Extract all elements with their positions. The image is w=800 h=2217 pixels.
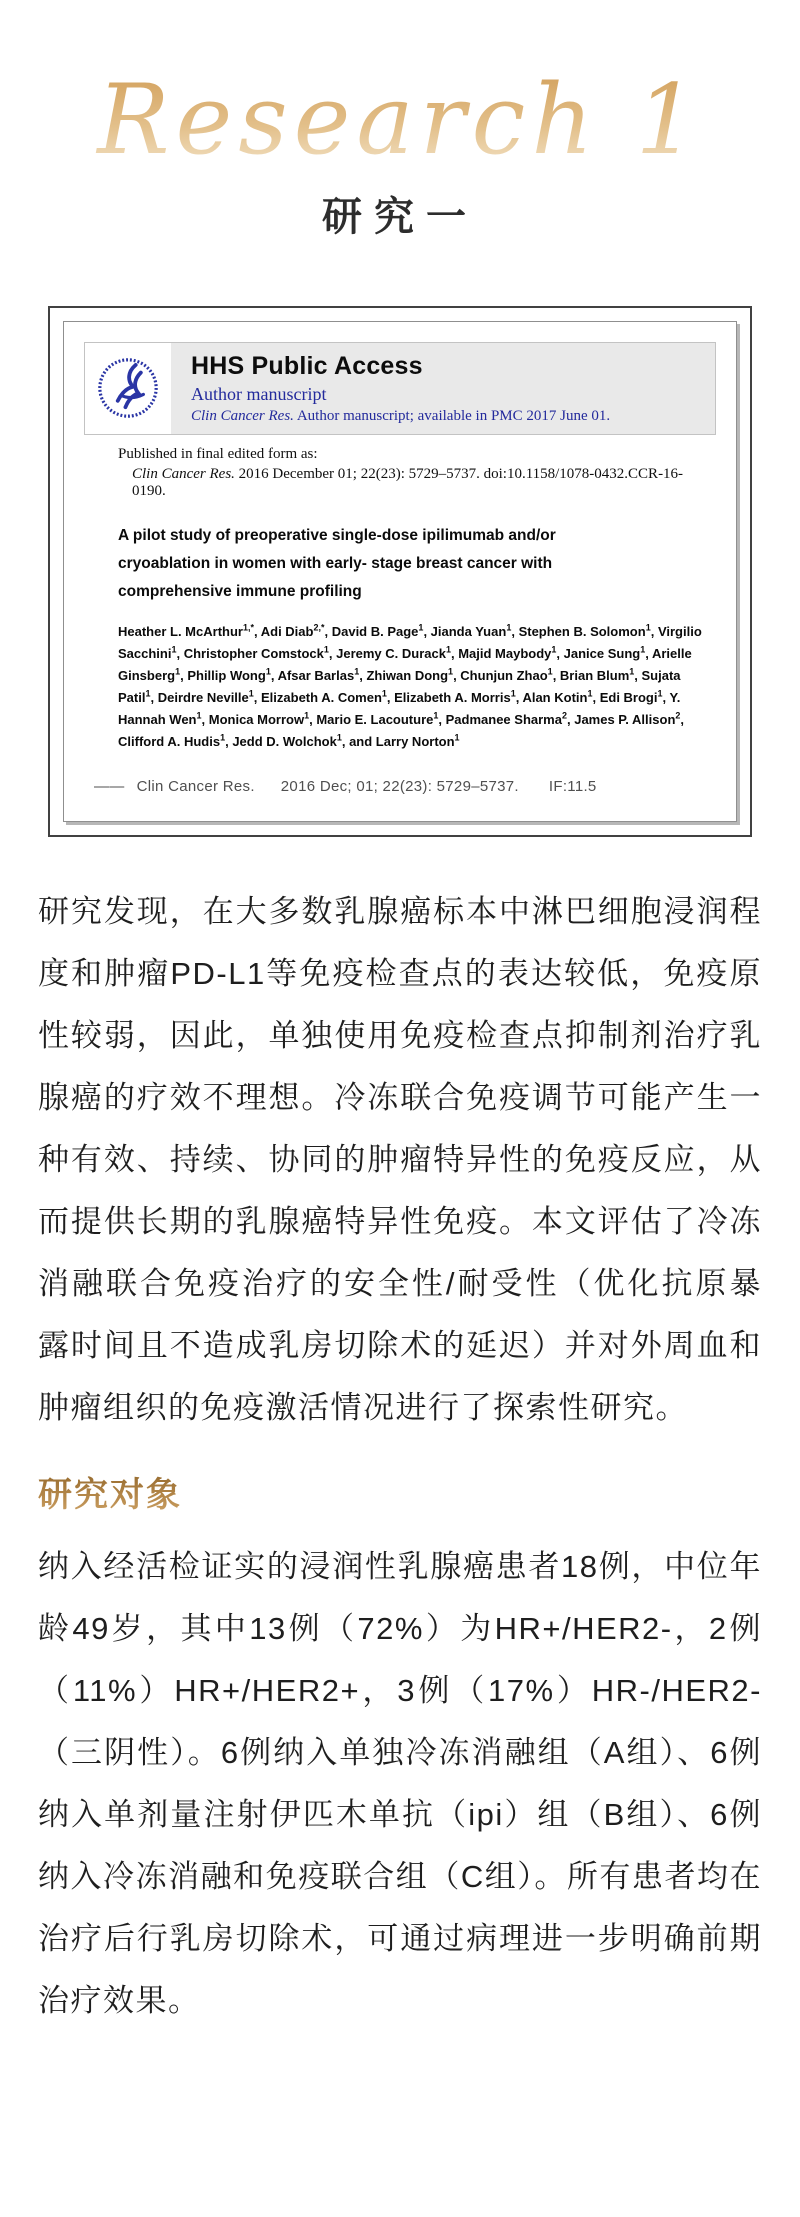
pmc-availability-line (191, 408, 610, 425)
chinese-study-title: 研究一 (322, 192, 478, 240)
footer-impact-factor: IF:11.5 (548, 778, 597, 796)
citation-footer (94, 778, 716, 795)
pmc-header-band (84, 342, 716, 435)
summary-paragraph: 研究发现，在大多数乳腺癌标本中淋巴细胞浸润程度和肿瘤PD-L1等免疫检查点的表达较低，免疫原性较弱，因此，单独使用免疫检查点抑制剂治疗乳腺癌的疗效不理想。冷冻联合免疫调节可能产生一种有效、持续、协同的肿瘤特异性的免疫反应，从而提供长期的乳腺癌特异性免疫。本文评估了冷冻消融联合免疫治疗的安全性/耐受性（优化抗原暴露时间且不造成乳房切除术的延迟）并对外周血和肿瘤组织的免疫激活情况进行了探索性研究。 (38, 894, 762, 1426)
footer-dash: —— (94, 778, 125, 796)
section-heading-subjects: 研究对象 (38, 1467, 762, 1516)
paper-title: A pilot study of preoperative single-dose ipilimumab and/or cryoablation in women with early- stage breast cancer with comprehensive immune profiling (118, 526, 556, 600)
article-body (0, 881, 800, 2032)
availability-rest: Author manuscript; available in PMC 2017 June 01. (293, 407, 611, 424)
citation-rest: 2016 December 01; 22(23): 5729–5737. doi:10.1158/1078-0432.CCR-16-0190. (132, 465, 684, 499)
pmc-header-text (171, 343, 610, 434)
hhs-logo-box (85, 343, 171, 434)
hhs-public-access-title: HHS Public Access (191, 351, 423, 380)
subjects-paragraph: 纳入经活检证实的浸润性乳腺癌患者18例，中位年龄49岁，其中13例（72%）为HR+/HER2-，2例（11%）HR+/HER2+，3例（17%）HR-/HER2-（三阴性）。6例纳入单独冷冻消融组（A组）、6例纳入单剂量注射伊匹木单抗（ipi）组（B组）、6例纳入冷冻消融和免疫联合组（C组）。所有患者均在治疗后行乳房切除术，可通过病理进一步明确前期治疗效果。 (38, 1549, 762, 2019)
hhs-citation-card (48, 306, 752, 838)
availability-journal-name: Clin Cancer Res. (191, 407, 294, 424)
hhs-eagle-icon (96, 356, 160, 420)
hero-header (0, 0, 800, 242)
citation-journal-name: Clin Cancer Res. (132, 465, 235, 482)
author-manuscript-label: Author manuscript (191, 383, 327, 404)
authors-list: Heather L. McArthur$^{1,*}$, Adi Diab$^{2,*}$, David B. Page$^1$, Jianda Yuan$^1$, Stephen B. Solomon$^1$, Virgilio Sacchini$^1$, Christopher Comstock$^1$, Jeremy C. Durack$^1$, Majid Maybody$^1$, Janice Sung$^1$, Arielle Ginsberg$^1$, Phillip Wong$^1$, Afsar Barlas$^1$, Zhiwan Dong$^1$, Chunjun Zhao$^1$, Brian Blum$^1$, Sujata Patil$^1$, Deirdre Neville$^1$, Elizabeth A. Comen$^1$, Elizabeth A. Morris$^1$, Alan Kotin$^1$, Edi Brogi$^1$, Y. Hannah Wen$^1$, Monica Morrow$^1$, Mario E. Lacouture$^1$, Padmanee Sharma$^2$, James P. Allison$^2$, Clifford A. Hudis$^1$, Jedd D. Wolchok$^1$, and Larry Norton$^1$ (118, 623, 702, 749)
footer-date-pages: 2016 Dec; 01; 22(23): 5729–5737. (280, 778, 519, 796)
manuscript-card-inner (63, 321, 737, 823)
footer-journal: Clin Cancer Res. (136, 778, 255, 796)
research-script-title: Research 1 (0, 58, 800, 183)
journal-citation-line (132, 466, 716, 500)
published-in-label: Published in final edited form as: (118, 445, 318, 462)
